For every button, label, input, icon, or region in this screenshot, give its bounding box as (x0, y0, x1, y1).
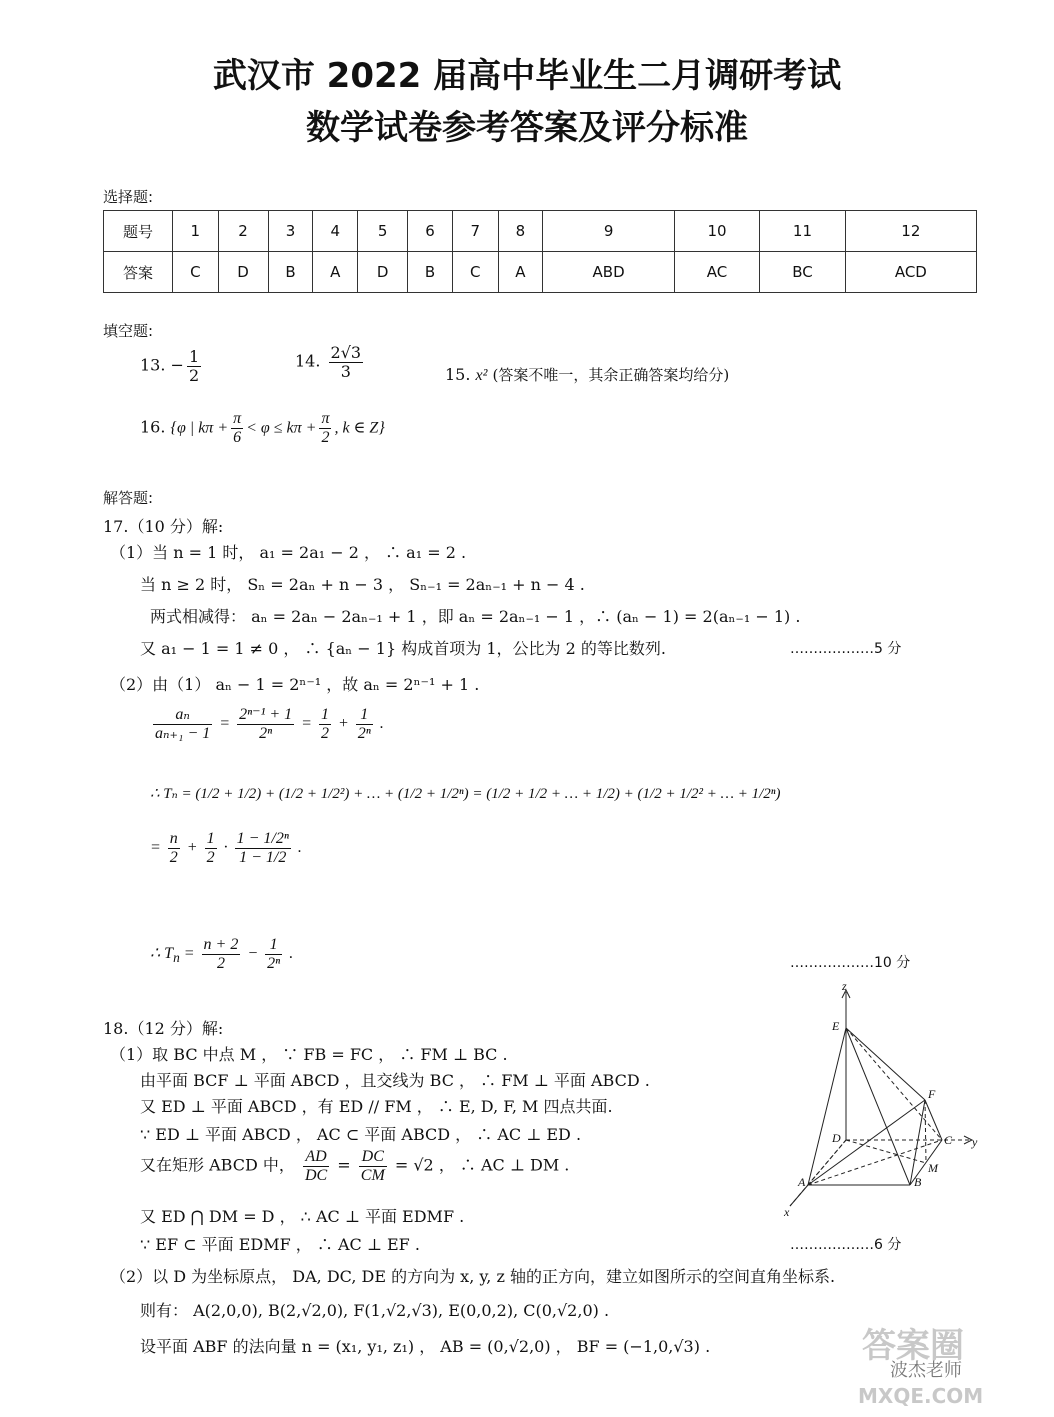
q13-fraction (187, 348, 201, 384)
label-x: x (784, 1205, 790, 1219)
q18-l5-frac-2 (359, 1148, 387, 1184)
table-cell: ACD (845, 252, 976, 293)
denominator: aₙ₊₁ − 1 (155, 724, 211, 742)
q17-line-3: 两式相减得： aₙ = 2aₙ − 2aₙ₋₁ + 1 ，即 aₙ = 2aₙ₋₁ − 1 ，∴ (aₙ − 1) = 2(aₙ₋₁ − 1) . (150, 607, 801, 626)
numerator: DC (359, 1148, 387, 1167)
q17-l8-frac-c (235, 830, 291, 866)
numerator: AD (303, 1148, 329, 1167)
q17-line-5: （2）由（1） aₙ − 1 = 2ⁿ⁻¹ ，故 aₙ = 2ⁿ⁻¹ + 1 . (110, 675, 480, 694)
table-cell: C (452, 252, 498, 293)
q16-part-a: {φ | kπ + (170, 419, 229, 437)
edge-EF (846, 1028, 925, 1100)
edge-DM (846, 1140, 926, 1163)
q13-numerator: 1 (188, 347, 200, 366)
q14-denominator: 3 (340, 361, 351, 381)
numerator: 1 (206, 830, 215, 847)
edge-FB (910, 1100, 925, 1185)
q18-line-5: 又在矩形 ABCD 中， $\frac{AD}{DC}$ = $\frac{DC}{CM}$ = √2 ， ∴ AC ⊥ DM . (140, 1148, 570, 1184)
numerator: aₙ (153, 706, 212, 725)
q15-number: 15. (445, 365, 471, 384)
label-C: C (944, 1133, 953, 1147)
q17-l8-frac-b (205, 830, 217, 866)
table-cell: 4 (313, 211, 358, 252)
row-label-number: 题号 (104, 211, 173, 252)
q18-line-8: （2）以 D 为坐标原点， DA, DC, DE 的方向为 x, y, z 轴的正方向，建立如图所示的空间直角坐标系. (110, 1267, 836, 1286)
q17-l9-frac-a (202, 936, 241, 972)
q16-fraction-2 (319, 410, 331, 446)
label-E: E (832, 1019, 840, 1033)
denominator: DC (304, 1166, 328, 1184)
numerator: 2ⁿ⁻¹ + 1 (239, 706, 293, 723)
table-cell: 6 (408, 211, 453, 252)
label-D: D (832, 1131, 841, 1145)
q17-line-2: 当 n ≥ 2 时， Sₙ = 2aₙ + n − 3 ， Sₙ₋₁ = 2aₙ₋₁ + n − 4 . (140, 575, 585, 594)
table-cell: ABD (543, 252, 675, 293)
numerator: 1 (356, 706, 373, 725)
q15-expression: x² (475, 367, 488, 384)
label-B: B (914, 1175, 922, 1189)
q18-l5-frac-1 (303, 1148, 329, 1184)
q17-l8-frac-a (168, 830, 180, 866)
q17-l9-frac-b (265, 936, 282, 972)
q18-line-6: 又 ED ⋂ DM = D ， ∴ AC ⊥ 平面 EDMF . (140, 1207, 465, 1226)
q13-denominator: 2 (188, 365, 200, 385)
fill-q14 (295, 344, 366, 380)
denominator: 2 (206, 848, 215, 866)
q14-number: 14. (295, 351, 321, 371)
table-cell: B (408, 252, 453, 293)
q15-note: (答案不唯一，其余正确答案均给分) (492, 366, 730, 384)
q18-heading: 18.（12 分）解: (103, 1019, 224, 1038)
table-cell: BC (760, 252, 845, 293)
q16-f2-numerator: π (321, 410, 330, 427)
q17-line-6: $\frac{\text{aₙ}}{\text{aₙ₊₁ − 1}}$ = $\frac{\text{2ⁿ⁻¹ + 1}}{\text{2ⁿ}}$ = $\frac{1}{2}$ + $\frac{1}{\text{2ⁿ}}$ . (155, 706, 384, 742)
denominator: 2ⁿ (357, 724, 371, 742)
q18-score-6: ………………6 分 (790, 1237, 902, 1253)
table-cell: 3 (268, 211, 313, 252)
q18-line-2: 由平面 BCF ⊥ 平面 ABCD ，且交线为 BC ， ∴ FM ⊥ 平面 ABCD . (140, 1071, 650, 1090)
table-cell: 10 (674, 211, 759, 252)
q17-l6-frac-4 (356, 706, 373, 742)
edge-EC (846, 1028, 942, 1140)
fill-section-label: 填空题: (103, 322, 154, 340)
q17-l6-frac-3 (319, 706, 331, 742)
q16-f2-denominator: 2 (321, 428, 330, 446)
q18-line-1: （1）取 BC 中点 M ， ∵ FB = FC ， ∴ FM ⊥ BC . (110, 1045, 508, 1064)
label-z: z (842, 980, 847, 993)
q17-line-9: ∴ $T_n$ = $\frac{n + 2}{2}$ − $\frac{1}{\text{2ⁿ}}$ . (150, 936, 294, 972)
table-cell: 7 (452, 211, 498, 252)
fill-q13 (140, 348, 204, 384)
denominator: 2 (320, 724, 329, 742)
table-cell: 12 (845, 211, 976, 252)
q17-line-7: ∴ Tₙ = (1/2 + 1/2) + (1/2 + 1/2²) + … + (1/2 + 1/2ⁿ) = (1/2 + 1/2 + … + 1/2) + (1/2 + 1/2² + … + 1/2ⁿ) (150, 786, 781, 802)
q16-fraction-1 (231, 410, 243, 446)
coordinate-solid-figure (770, 980, 990, 1220)
q18-line-10: 设平面 ABF 的法向量 n = (x₁, y₁, z₁) ， AB = (0,√2,0) ， BF = (−1,0,√3) . (140, 1337, 711, 1356)
edge-AC (808, 1140, 942, 1185)
table-cell: 11 (760, 211, 845, 252)
table-cell: 1 (173, 211, 219, 252)
choice-answer-table (103, 210, 977, 293)
table-cell: B (268, 252, 313, 293)
table-cell: D (358, 252, 408, 293)
table-cell: D (218, 252, 268, 293)
q18-l5-text-a: 又在矩形 ABCD 中， (140, 1155, 295, 1175)
watermark-author: 波杰老师 (890, 1360, 962, 1381)
denominator: 2 (169, 848, 178, 866)
denominator: 2 (216, 954, 225, 972)
q16-part-b: < φ ≤ kπ + (246, 419, 317, 437)
edge-FC (925, 1100, 942, 1140)
label-F: F (928, 1087, 936, 1101)
page-title-line1: 武汉市 2022 届高中毕业生二月调研考试 (212, 56, 842, 96)
page-title-line2: 数学试卷参考答案及评分标准 (306, 108, 748, 148)
denominator: 1 − 1/2 (239, 848, 287, 866)
q17-l6-frac-2 (237, 706, 294, 742)
edge-FM (925, 1100, 926, 1163)
table-cell: AC (674, 252, 759, 293)
label-y: y (972, 1135, 978, 1149)
q18-line-9: 则有： A(2,0,0), B(2,√2,0), F(1,√2,√3), E(0,0,2), C(0,√2,0) . (140, 1301, 610, 1320)
q17-l6-frac-lhs (153, 706, 212, 742)
q18-line-3: 又 ED ⊥ 平面 ABCD ，有 ED // FM ， ∴ E, D, F, M 四点共面. (140, 1097, 613, 1116)
q18-l5-text-b: = √2 ， ∴ AC ⊥ DM . (394, 1155, 570, 1175)
q17-score-5: ………………5 分 (790, 641, 902, 657)
watermark-logo: 答案圈 (862, 1326, 964, 1366)
q17-line-1: （1）当 n = 1 时， a₁ = 2a₁ − 2 ， ∴ a₁ = 2 . (110, 543, 467, 562)
table-row-numbers (104, 211, 977, 252)
denominator: 2ⁿ (267, 954, 281, 972)
numerator: 1 (320, 706, 329, 723)
label-M: M (928, 1161, 938, 1175)
numerator: n (169, 830, 178, 847)
q17-line-4: 又 a₁ − 1 = 1 ≠ 0 ， ∴ {aₙ − 1} 构成首项为 1，公比为 2 的等比数列. (140, 639, 666, 658)
numerator: 1 (265, 936, 282, 955)
q13-sign: − (170, 355, 184, 375)
choice-section-label: 选择题: (103, 188, 154, 206)
table-cell: 9 (543, 211, 675, 252)
solve-section-label: 解答题: (103, 489, 154, 507)
table-row-answers (104, 252, 977, 293)
label-A: A (798, 1175, 806, 1189)
numerator: n + 2 (203, 936, 239, 953)
numerator: 1 − 1/2ⁿ (236, 830, 289, 847)
q17-line-8: = $\frac{n}{2}$ + $\frac{1}{2}$ · $\frac{\text{1 − 1/2ⁿ}}{1 - 1/2}$ . (150, 830, 302, 866)
q18-line-4: ∵ ED ⊥ 平面 ABCD ， AC ⊂ 平面 ABCD ， ∴ AC ⊥ ED . (140, 1125, 582, 1144)
denominator: CM (360, 1166, 385, 1184)
table-cell: A (313, 252, 358, 293)
q16-number: 16. (140, 417, 166, 437)
denominator: 2ⁿ (259, 724, 273, 742)
q14-fraction (329, 344, 364, 380)
watermark-url: MXQE.COM (858, 1384, 984, 1408)
table-cell: 2 (218, 211, 268, 252)
q14-numerator: 2√3 (330, 343, 362, 362)
q16-f1-numerator: π (233, 410, 242, 427)
table-cell: A (498, 252, 543, 293)
fill-q16 (140, 410, 385, 446)
q16-f1-denominator: 6 (233, 428, 242, 446)
q17-score-10: ………………10 分 (790, 955, 911, 971)
row-label-answer: 答案 (104, 252, 173, 293)
q18-line-7: ∵ EF ⊂ 平面 EDMF ， ∴ AC ⊥ EF . (140, 1235, 420, 1254)
table-cell: 5 (358, 211, 408, 252)
fill-q15 (445, 364, 729, 385)
q16-part-c: , k ∈ Z} (334, 419, 385, 437)
table-cell: 8 (498, 211, 543, 252)
q17-heading: 17.（10 分）解: (103, 517, 224, 536)
q13-number: 13. (140, 355, 166, 375)
table-cell: C (173, 252, 219, 293)
